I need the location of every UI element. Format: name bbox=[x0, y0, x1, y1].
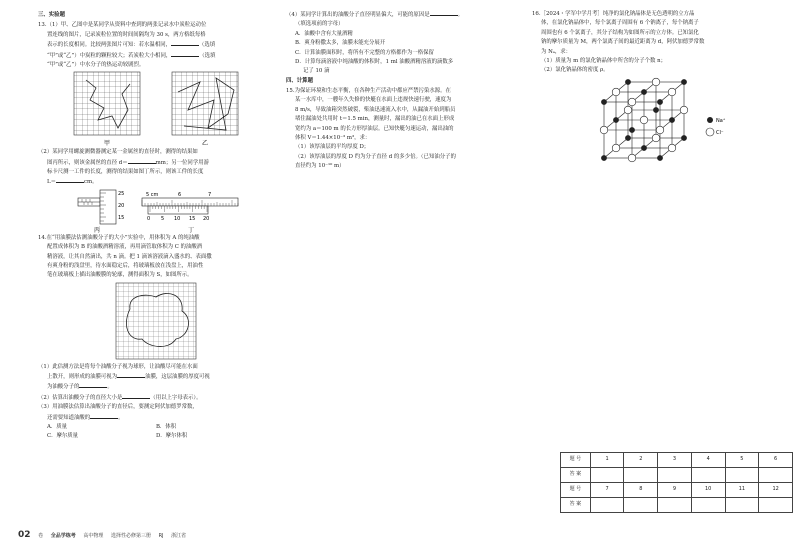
na-ion bbox=[601, 99, 606, 104]
caliper-vernier-label: 5 bbox=[161, 215, 165, 222]
question-number: 1 bbox=[590, 453, 624, 468]
footer-subject: 高中物理 bbox=[83, 533, 104, 539]
question-number: 2 bbox=[624, 453, 658, 468]
column-middle bbox=[286, 10, 518, 171]
answer-cell[interactable] bbox=[759, 468, 793, 483]
q13-text-line: 表示的长度相同。比较两张图片可知：若水温相同， （选填 bbox=[47, 42, 216, 49]
na-ion bbox=[653, 107, 658, 112]
answer-table-answer-row bbox=[561, 468, 793, 483]
caliper-main-label: 7 bbox=[208, 191, 212, 198]
caliper-main-label: 6 bbox=[178, 191, 182, 198]
answer-table-number-row bbox=[561, 483, 793, 498]
answer-table-answer-row bbox=[561, 498, 793, 513]
micrometer-tick-label: 20 bbox=[118, 202, 125, 209]
cl-ion-legend-icon bbox=[706, 128, 714, 136]
answer-cell[interactable] bbox=[624, 468, 658, 483]
answer-cell[interactable] bbox=[725, 498, 759, 513]
caliper-vernier-label: 0 bbox=[147, 215, 151, 222]
q15-sub-2-cont: 直径约为 10⁻¹⁰ m） bbox=[295, 163, 345, 169]
row-label: 答 案 bbox=[561, 498, 591, 513]
answer-blank bbox=[171, 51, 199, 57]
question-number: 4 bbox=[691, 453, 725, 468]
cl-ion bbox=[624, 106, 632, 114]
option-c: C．计算油膜面积时，将所有不完整的方格都作为一格保留 bbox=[295, 49, 434, 56]
q16-text-line: 为 Nₐ，求： bbox=[541, 48, 572, 55]
cl-ion bbox=[628, 98, 636, 106]
question-number: 6 bbox=[759, 453, 793, 468]
fig-label-ding: 丁 bbox=[188, 226, 195, 234]
figure-carbon-particle-grids bbox=[38, 70, 274, 148]
q15-sub-2: （2）该厚油层的厚度 D 约为分子直径 d 的多少倍。（已知油分子的 bbox=[295, 153, 456, 160]
na-ion bbox=[641, 145, 646, 150]
caliper-main-label: 5 cm bbox=[146, 191, 159, 198]
answer-cell[interactable] bbox=[691, 498, 725, 513]
q14-text-line: 笔在玻璃板上描出油酸膜的轮廓，测得面积为 S，如图所示。 bbox=[47, 272, 193, 279]
q14-1-text-line: （1）此估测方法是将每个油酸分子视为球形，让油酸尽可能在水面 bbox=[38, 363, 198, 370]
option-a: A．质量 bbox=[47, 423, 68, 430]
q15-text-line: 体积 V＝1.44×10⁻³ m³，求： bbox=[295, 134, 371, 141]
micrometer-tick-label: 25 bbox=[118, 190, 125, 197]
question-number: 7 bbox=[590, 483, 624, 498]
q15-text-line: 15.为保证环境和生态平衡，在各种生产活动中都应严禁污染水源。在 bbox=[286, 88, 451, 94]
option-d-cont: 记了 10 滴 bbox=[303, 68, 330, 75]
caliper-vernier-label: 10 bbox=[174, 215, 181, 222]
cl-ion bbox=[628, 154, 636, 162]
grid-jia bbox=[74, 72, 140, 135]
footer-juan: 卷 bbox=[38, 533, 44, 539]
cl-ion bbox=[640, 116, 648, 124]
answer-cell[interactable] bbox=[658, 468, 692, 483]
figure-nacl-crystal bbox=[532, 76, 760, 164]
option-d: D．摩尔体积 bbox=[155, 433, 188, 440]
na-ion bbox=[625, 135, 630, 140]
q14-text-line: 配置成体积为 B 的油酸酒精溶液，再用滴管取体积为 C 的油酸酒 bbox=[47, 244, 203, 251]
q15-sub-1: （1）该厚油层的平均厚度 D； bbox=[295, 144, 370, 151]
q16-sub-2: （2）氯化钠晶体的密度 ρ。 bbox=[541, 67, 609, 74]
question-number: 10 bbox=[691, 483, 725, 498]
na-ion bbox=[681, 79, 686, 84]
q13-2-text-line: L＝ cm。 bbox=[47, 179, 98, 186]
answer-blank bbox=[122, 393, 150, 399]
q16-text-line: 周围也有 6 个氯离子，其分子结构为如图所示的立方体。已知氯化 bbox=[541, 29, 699, 36]
q14-4-text-line: （填选项前的字母） bbox=[295, 21, 344, 28]
answer-cell[interactable] bbox=[590, 468, 624, 483]
cl-ion bbox=[612, 88, 620, 96]
answer-table-number-row bbox=[561, 453, 793, 468]
q14-text-line: 精溶液，让其自然滴出，共 n 滴。把 1 滴该溶液滴入盛水的、表面撒 bbox=[47, 253, 212, 260]
question-number: 8 bbox=[624, 483, 658, 498]
cl-ion bbox=[668, 88, 676, 96]
q14-options-row bbox=[38, 423, 274, 431]
oil-film-grid bbox=[38, 281, 274, 363]
grid-square bbox=[116, 283, 196, 359]
q14-2-text-line: （2）估算出油酸分子的直径大小是 （用以上字母表示）。 bbox=[38, 394, 202, 401]
q15-text-line: 8 m/s，导致油箱突然破裂，柴油迅速流入水中，从漏油开始到船员 bbox=[295, 106, 456, 113]
caliper-vernier-scale bbox=[148, 206, 208, 214]
q13-text-line: “甲”或“乙”）中水分子的热运动较剧烈。 bbox=[47, 61, 145, 68]
row-label: 题 号 bbox=[561, 483, 591, 498]
answer-cell[interactable] bbox=[725, 468, 759, 483]
section-heading-calculation: 四、计算题 bbox=[286, 77, 313, 84]
q14-text-line: 有爽身粉的浅盘里，待水面稳定后，将玻璃板放在浅盘上，用油性 bbox=[47, 262, 204, 269]
cl-ion bbox=[656, 126, 664, 134]
answer-cell[interactable] bbox=[624, 498, 658, 513]
na-ion bbox=[641, 89, 646, 94]
row-label: 题 号 bbox=[561, 453, 591, 468]
answer-cell[interactable] bbox=[759, 498, 793, 513]
cl-ion bbox=[668, 144, 676, 152]
q14-options-row bbox=[38, 432, 274, 440]
cl-ion bbox=[600, 126, 608, 134]
q13-2-text-line: 标卡尺测一工件的长度，测得的结果如图丁所示，则该工件的长度 bbox=[47, 169, 204, 175]
micrometer-tick-label: 15 bbox=[118, 214, 125, 221]
question-number: 12 bbox=[759, 483, 793, 498]
fig-label-jia: 甲 bbox=[104, 140, 111, 148]
caliper-vernier-label: 15 bbox=[189, 215, 196, 222]
option-d: D．计算每滴溶液中纯油酸的体积时，1 ml 油酸酒精溶液的滴数多 bbox=[295, 58, 454, 65]
option-b: B．爽身粉撒太多，油膜未能充分展开 bbox=[295, 40, 386, 47]
na-ion bbox=[625, 79, 630, 84]
q16-text-line: 16.［2024・学军中学月考］纯净的氯化钠晶体是无色透明的立方晶 bbox=[532, 11, 695, 17]
na-ion-legend-icon bbox=[707, 117, 713, 123]
q16-sub-1: （1）质量为 m 的氯化钠晶体中所含的分子个数 n； bbox=[541, 57, 666, 64]
na-ion bbox=[657, 99, 662, 104]
question-number: 11 bbox=[725, 483, 759, 498]
q13-2-text-line: 图丙所示，则该金属丝的直径 d＝ mm；另一位同学用游 bbox=[47, 159, 209, 166]
na-ion bbox=[669, 117, 674, 122]
footer-region: 浙江省 bbox=[171, 533, 187, 539]
cl-ion bbox=[612, 144, 620, 152]
q13-2-text-line: （2）某同学用螺旋测微器测定某一金属丝的直径时，测得的结果如 bbox=[38, 149, 198, 156]
na-ion bbox=[657, 155, 662, 160]
q14-3-text-line: （3）用油膜法估算出油酸分子的直径后，要测定阿伏加德罗常数， bbox=[38, 404, 198, 411]
q14-3-text-line: 还需要知道油酸的 。 bbox=[47, 414, 124, 421]
fig-label-yi: 乙 bbox=[202, 140, 209, 148]
na-ion bbox=[629, 127, 634, 132]
q16-text-line: 体，在氯化钠晶体中，每个氯离子周围有 6 个钠离子，每个钠离子 bbox=[541, 20, 699, 27]
section-heading-experiment: 三、实验题 bbox=[38, 12, 65, 18]
q13-text-line: “甲”或“乙”）中炭粒的颗粒较大；若炭粒大小相同， （选填 bbox=[47, 52, 216, 59]
column-left bbox=[38, 10, 274, 442]
cl-ion bbox=[652, 134, 660, 142]
question-number: 5 bbox=[725, 453, 759, 468]
page-number: 02 bbox=[18, 530, 31, 540]
answer-cell[interactable] bbox=[590, 498, 624, 513]
micrometer-caliper-drawing bbox=[38, 188, 274, 234]
answer-blank bbox=[171, 40, 199, 46]
answer-blank bbox=[56, 177, 84, 183]
cl-ion bbox=[680, 106, 688, 114]
q14-1-text-line: 为油酸分子的 。 bbox=[47, 384, 113, 391]
answer-cell[interactable] bbox=[658, 498, 692, 513]
cl-ion bbox=[652, 78, 660, 86]
answer-blank bbox=[117, 372, 145, 378]
q15-text-line: 某一水库中，一艘年久失修的快艇在水面上违规快速行驶，速度为 bbox=[295, 97, 452, 104]
figure-measurement-tools bbox=[38, 188, 274, 234]
page-footer bbox=[18, 529, 192, 543]
nacl-cube-drawing bbox=[532, 76, 760, 164]
answer-blank bbox=[79, 382, 107, 388]
legend-na-label: Na⁺ bbox=[716, 117, 726, 124]
answer-blank bbox=[430, 10, 458, 16]
footer-series: 全品学练考 bbox=[50, 533, 76, 539]
option-c: C．摩尔质量 bbox=[47, 433, 79, 440]
na-ion bbox=[613, 117, 618, 122]
question-number: 9 bbox=[658, 483, 692, 498]
q14-text-line: 14.在“用油膜法估测油酸分子的大小”实验中，用体积为 A 的纯油酸 bbox=[38, 234, 200, 241]
q13-text-line: 置连线的图片，记录炭粒位置的时间间隔均为 30 s，两方格纸每格 bbox=[47, 31, 206, 38]
answer-cell[interactable] bbox=[691, 468, 725, 483]
footer-edition: RJ bbox=[158, 533, 164, 539]
q14-4-text-line: （4）某同学计算出的油酸分子直径明显偏大，可能的原因是 。 bbox=[286, 12, 463, 18]
answer-blank bbox=[128, 158, 156, 164]
answer-table bbox=[560, 452, 793, 513]
na-ion bbox=[601, 155, 606, 160]
q16-text-line: 钠的摩尔质量为 M，两个氯离子间的最近距离为 d，阿伏加德罗常数 bbox=[541, 39, 705, 46]
option-b: B．体积 bbox=[155, 423, 177, 430]
row-label: 答 案 bbox=[561, 468, 591, 483]
option-a: A．油酸中含有大量酒精 bbox=[295, 30, 353, 37]
q15-text-line: 堵住漏油处共用时 t＝1.5 min，测量时，漏出的油已在水面上形成 bbox=[295, 116, 455, 123]
column-right bbox=[532, 10, 760, 164]
q13-text-line: 13.（1）甲、乙图中是某同学从资料中查到的两张记录水中炭粒运动位 bbox=[38, 22, 207, 29]
fig-label-bing: 丙 bbox=[94, 226, 101, 234]
footer-book: 选择性必修第三册 bbox=[110, 533, 151, 539]
answer-blank bbox=[90, 413, 118, 419]
question-number: 3 bbox=[658, 453, 692, 468]
legend-cl-label: Cl⁻ bbox=[716, 129, 724, 136]
figure-oil-film bbox=[38, 281, 274, 363]
brownian-grids bbox=[38, 70, 274, 148]
q15-text-line: 宽约为 a＝100 m 的长方形厚油层。已知快艇匀速运动，漏出油的 bbox=[295, 125, 454, 132]
na-ion bbox=[681, 135, 686, 140]
caliper-vernier-label: 20 bbox=[203, 215, 210, 222]
micrometer-thimble bbox=[100, 190, 116, 224]
q14-1-text-line: 上散开，则形成的油膜可视为 油膜，这层油膜的厚度可视 bbox=[47, 374, 210, 380]
